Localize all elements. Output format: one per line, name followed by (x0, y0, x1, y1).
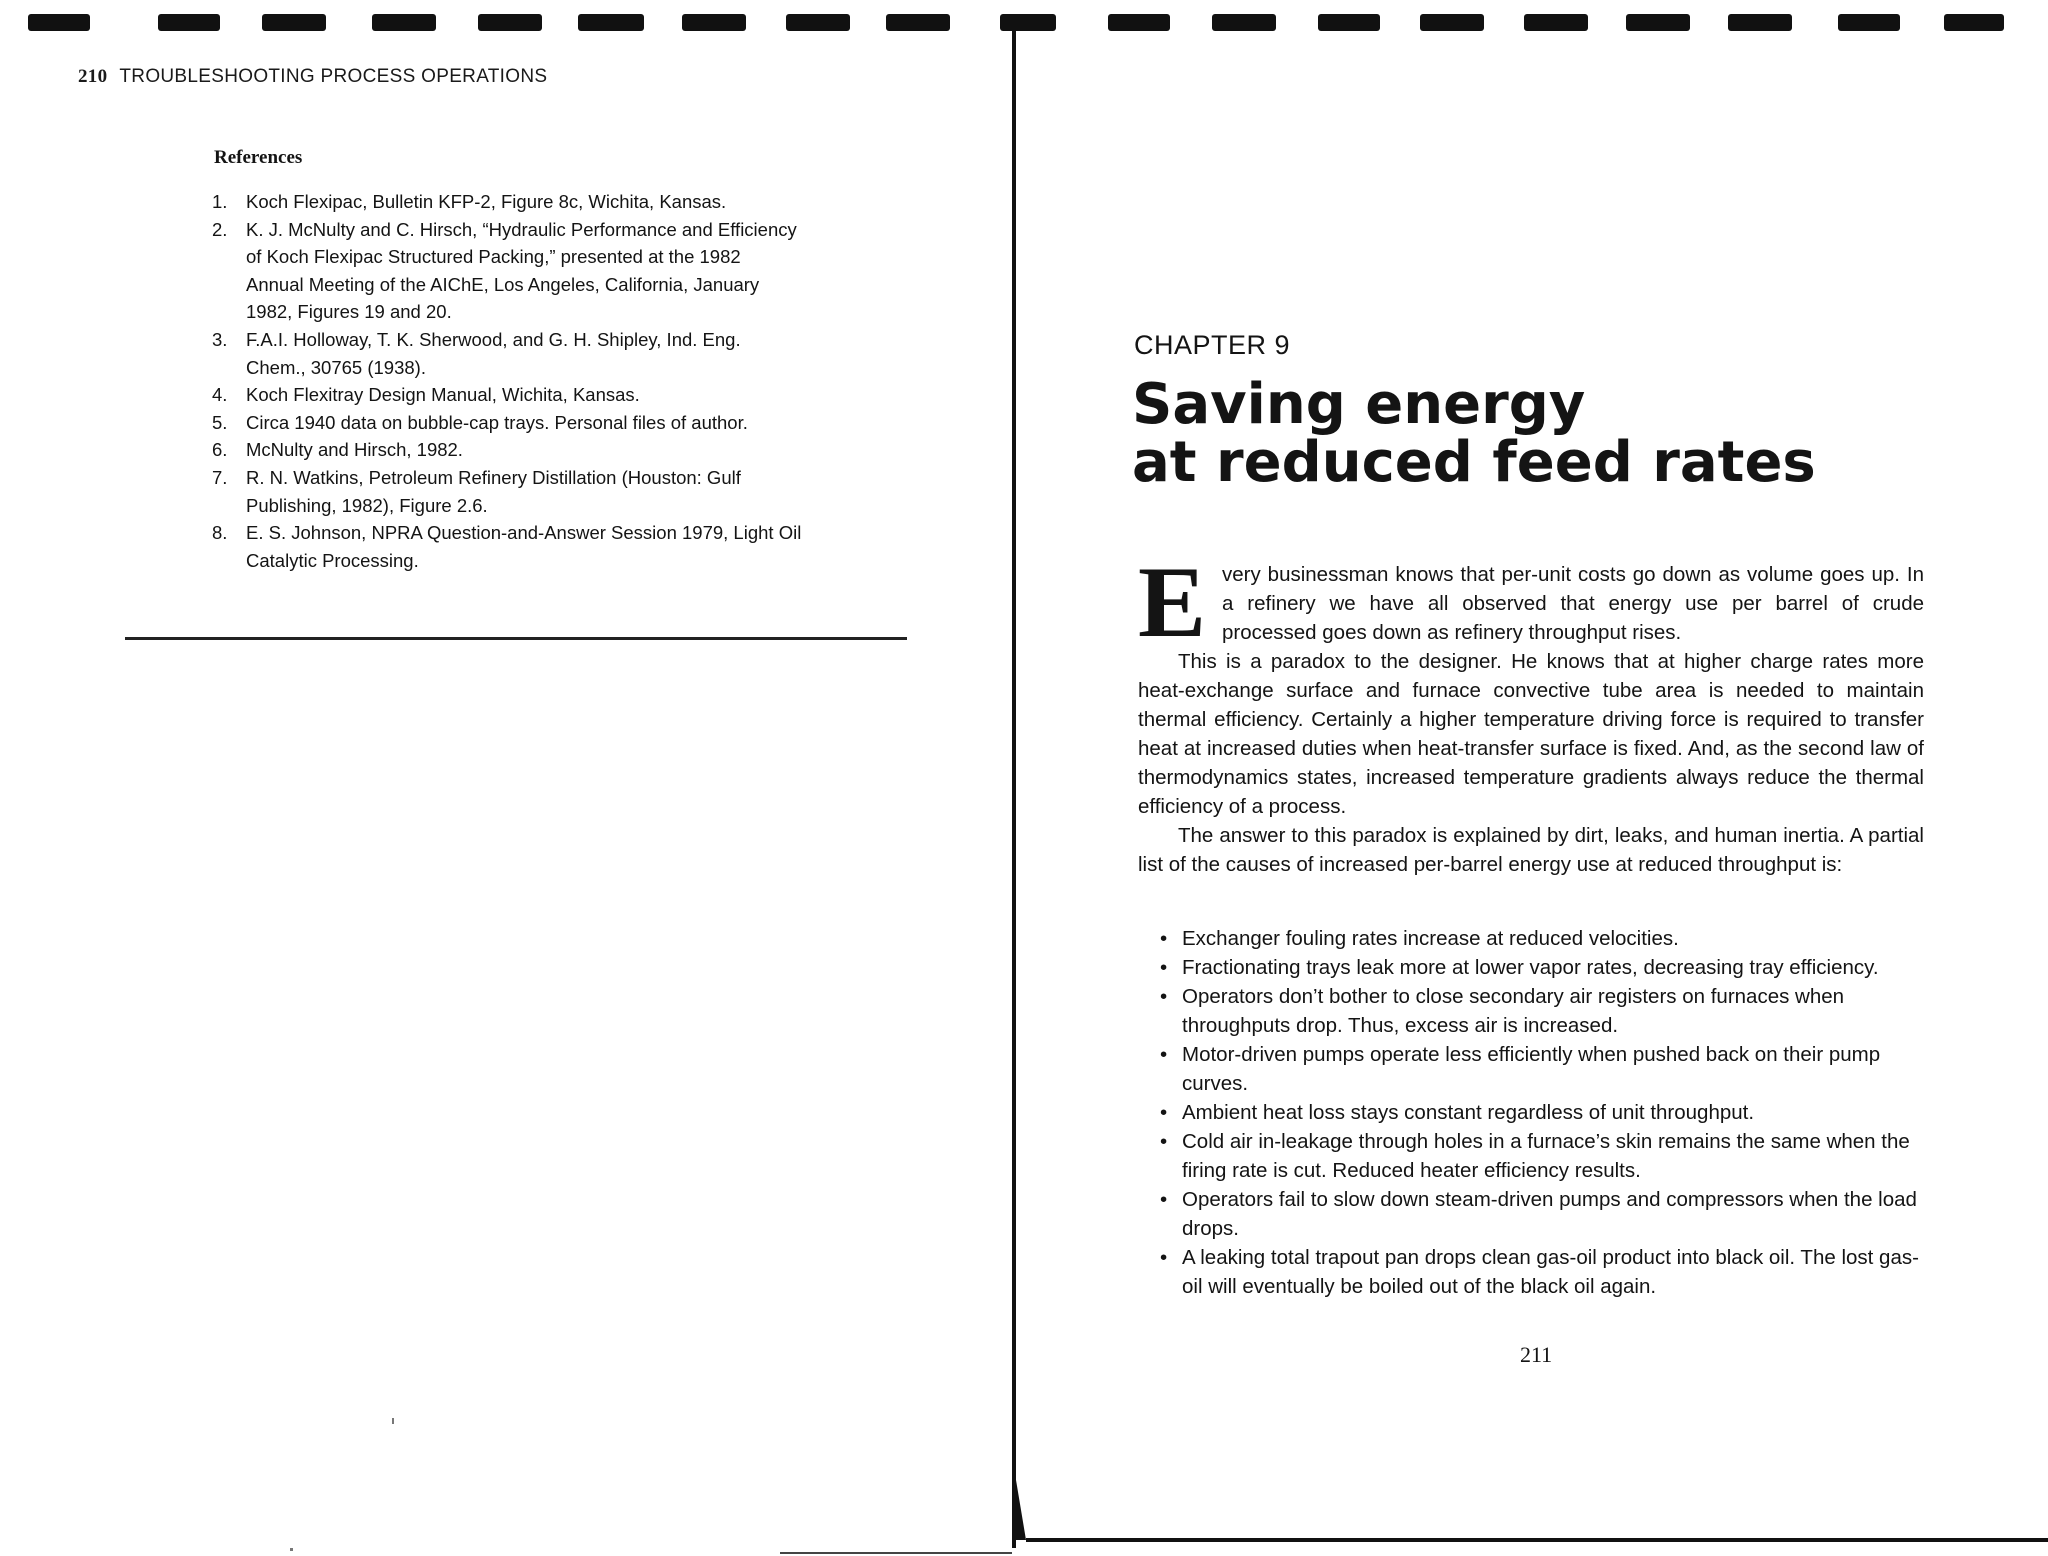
reference-number: 8. (212, 522, 228, 544)
causes-list (1160, 924, 1928, 1301)
list-item (1160, 1098, 1928, 1127)
binding-hole (28, 14, 90, 31)
binding-hole (1108, 14, 1170, 31)
binding-hole (1728, 14, 1792, 31)
binding-hole (478, 14, 542, 31)
binding-hole (372, 14, 436, 31)
reference-text: E. S. Johnson, NPRA Question-and-Answer Session 1979, Light Oil Catalytic Processing. (246, 522, 802, 571)
reference-item (212, 216, 802, 326)
list-item-text: Operators fail to slow down steam-driven pumps and compressors when the load drops. (1182, 1188, 1917, 1240)
list-item-text: Motor-driven pumps operate less efficiently when pushed back on their pump curves. (1182, 1043, 1881, 1095)
binding-hole (1000, 14, 1056, 31)
list-item-text: Cold air in-leakage through holes in a furnace’s skin remains the same when the firing rate is cut. Reduced heater efficiency results. (1182, 1130, 1910, 1182)
reference-text: McNulty and Hirsch, 1982. (246, 439, 463, 461)
binding-hole (786, 14, 850, 31)
list-item (1160, 1185, 1928, 1243)
reference-item (212, 436, 802, 464)
reference-number: 6. (212, 439, 228, 461)
bullet-icon: • (1160, 1188, 1168, 1211)
reference-number: 4. (212, 384, 228, 406)
reference-number: 3. (212, 328, 228, 350)
binding-hole (578, 14, 644, 31)
spine-shadow (1016, 1480, 1026, 1540)
reference-text: K. J. McNulty and C. Hirsch, “Hydraulic Performance and Efficiency of Koch Flexipac Structured Packing,” presented at the 1982 Annual Meeting of the AIChE, Los Angeles, California, January 1982, Figures 19 and 20. (246, 218, 797, 323)
reference-item (212, 188, 802, 216)
reference-text: Koch Flexitray Design Manual, Wichita, Kansas. (246, 384, 640, 406)
paragraph-1-text: very businessman knows that per-unit costs go down as volume goes up. In a refinery we have all observed that energy use per barrel of crude processed goes down as refinery throughput rises. (1222, 563, 1924, 644)
reference-text: Koch Flexipac, Bulletin KFP-2, Figure 8c, Wichita, Kansas. (246, 191, 727, 212)
reference-number: 2. (212, 218, 228, 240)
list-item (1160, 1243, 1928, 1301)
binding-hole (1838, 14, 1900, 31)
binding-hole (158, 14, 220, 31)
chapter-body (1138, 546, 1924, 879)
running-head-title: TROUBLESHOOTING PROCESS OPERATIONS (119, 66, 548, 87)
list-item-text: Operators don’t bother to close secondary air registers on furnaces when throughputs drop. Thus, excess air is increased. (1182, 985, 1845, 1037)
binding-hole (1944, 14, 2004, 31)
reference-text: Circa 1940 data on bubble-cap trays. Personal files of author. (246, 411, 748, 433)
binding-hole (1420, 14, 1484, 31)
bullet-icon: • (1160, 985, 1168, 1008)
list-item-text: Ambient heat loss stays constant regardless of unit throughput. (1182, 1101, 1755, 1124)
references-list (212, 188, 802, 574)
drop-cap: E (1138, 546, 1207, 659)
paragraph-3: The answer to this paradox is explained by dirt, leaks, and human inertia. A partial list of the causes of increased per-barrel energy use at reduced throughput is: (1138, 824, 1924, 876)
list-item-text: A leaking total trapout pan drops clean gas-oil product into black oil. The lost gas-oil will eventually be boiled out of the black oil again. (1182, 1246, 1919, 1298)
binding-hole (1626, 14, 1690, 31)
page-number-left: 210 (78, 66, 108, 87)
book-spine-line (1012, 18, 1016, 1548)
spiral-binding-holes (0, 0, 2048, 40)
reference-item (212, 409, 802, 437)
binding-hole (262, 14, 326, 31)
list-item-text: Exchanger fouling rates increase at reduced velocities. (1182, 927, 1679, 950)
scan-speck (392, 1418, 394, 1424)
bullet-icon: • (1160, 927, 1168, 950)
binding-hole (1318, 14, 1380, 31)
horizontal-rule (125, 637, 907, 640)
binding-hole (682, 14, 746, 31)
running-head (78, 66, 547, 88)
reference-item (212, 519, 802, 574)
chapter-title-line-2: at reduced feed rates (1132, 430, 1816, 495)
reference-number: 1. (212, 191, 228, 212)
reference-item (212, 464, 802, 519)
scan-speck (290, 1548, 293, 1551)
paragraph-1 (1138, 546, 1924, 659)
page-number-right: 211 (1520, 1342, 1553, 1367)
bullet-icon: • (1160, 1246, 1168, 1269)
chapter-label: CHAPTER 9 (1134, 330, 1291, 360)
reference-number: 7. (212, 466, 228, 488)
list-item (1160, 1040, 1928, 1098)
list-item (1160, 953, 1928, 982)
reference-item (212, 326, 802, 381)
list-item (1160, 982, 1928, 1040)
list-item-text: Fractionating trays leak more at lower vapor rates, decreasing tray efficiency. (1182, 956, 1879, 979)
bullet-icon: • (1160, 1101, 1168, 1124)
chapter-title-line-1: Saving energy (1132, 372, 1586, 437)
bottom-edge-line (1026, 1538, 2048, 1542)
reference-text: F.A.I. Holloway, T. K. Sherwood, and G. H. Shipley, Ind. Eng. Chem., 30765 (1938). (246, 328, 741, 378)
reference-number: 5. (212, 411, 228, 433)
list-item (1160, 1127, 1928, 1185)
bullet-icon: • (1160, 956, 1168, 979)
reference-text: R. N. Watkins, Petroleum Refinery Distillation (Houston: Gulf Publishing, 1982), Figure 2.6. (246, 466, 741, 516)
bullet-icon: • (1160, 1130, 1168, 1153)
paragraph-2: This is a paradox to the designer. He knows that at higher charge rates more heat-exchange surface and furnace convective tube area is needed to maintain thermal efficiency. Certainly a higher temperature driving force is required to transfer heat at increased duties when heat-transfer surface is fixed. And, as the second law of thermodynamics states, increased temperature gradients always reduce the thermal efficiency of a process. (1138, 650, 1924, 818)
references-heading: References (214, 147, 303, 168)
list-item (1160, 924, 1928, 953)
reference-item (212, 381, 802, 409)
binding-hole (1524, 14, 1588, 31)
binding-hole (1212, 14, 1276, 31)
binding-hole (886, 14, 950, 31)
bottom-edge-line-left (780, 1552, 1012, 1554)
bullet-icon: • (1160, 1043, 1168, 1066)
chapter-title (1132, 372, 1932, 495)
